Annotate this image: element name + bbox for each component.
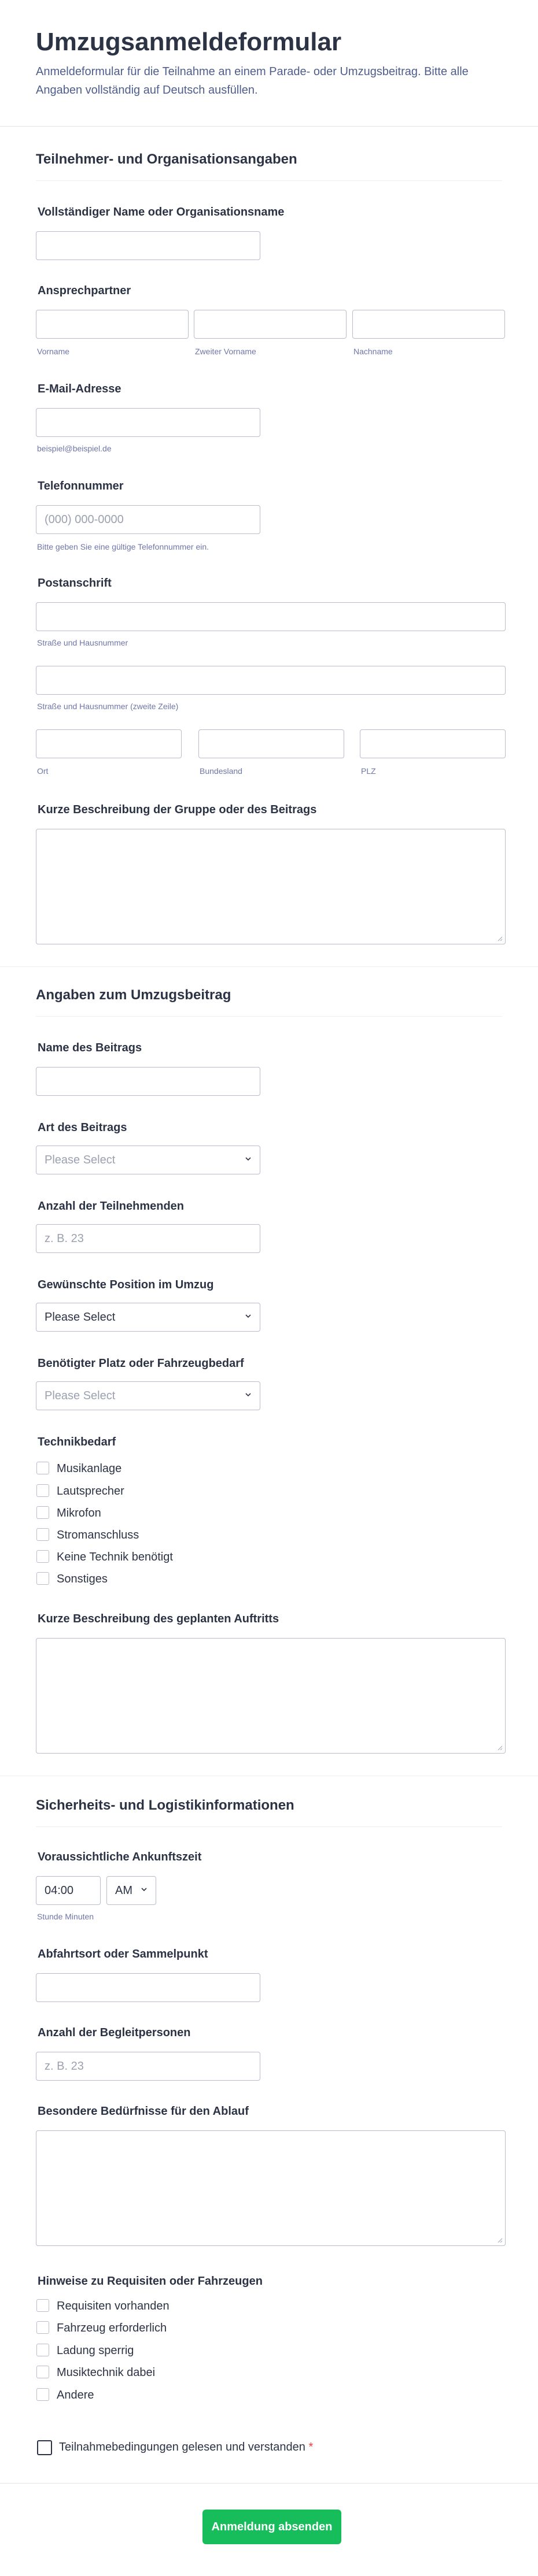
tech-label: Technikbedarf xyxy=(38,1436,116,1448)
tech-checkbox[interactable] xyxy=(36,1484,49,1497)
terms-checkbox[interactable] xyxy=(37,2440,52,2455)
full-name-label: Vollständiger Name oder Organisationsname xyxy=(38,206,285,218)
props-option-label: Musiktechnik dabei xyxy=(57,2366,156,2379)
header-divider xyxy=(0,126,538,127)
resize-grip-icon[interactable] xyxy=(497,936,503,942)
participants-input[interactable] xyxy=(36,1224,260,1253)
props-option-label: Ladung sperrig xyxy=(57,2344,134,2357)
section-participant-title: Teilnehmer- und Organisationsangaben xyxy=(36,151,297,167)
full-name-input[interactable] xyxy=(36,231,260,260)
email-label: E-Mail-Adresse xyxy=(38,383,121,395)
street-line2-input[interactable] xyxy=(36,666,506,695)
zip-input[interactable] xyxy=(360,729,506,758)
space-label: Benötigter Platz oder Fahrzeugbedarf xyxy=(38,1357,244,1370)
arrival-ampm-value: AM xyxy=(115,1884,132,1897)
section-divider xyxy=(36,1826,502,1827)
zip-sublabel: PLZ xyxy=(361,766,376,776)
performance-label: Kurze Beschreibung des geplanten Auftritts xyxy=(38,1613,279,1625)
section-logistics-title: Sicherheits- und Logistikinformationen xyxy=(36,1797,294,1813)
companions-input[interactable] xyxy=(36,2052,260,2081)
position-select[interactable] xyxy=(36,1303,260,1332)
section-divider xyxy=(36,180,502,181)
arrival-time-value: 04:00 xyxy=(45,1884,74,1897)
contact-middle-sublabel: Zweiter Vorname xyxy=(195,347,256,356)
state-sublabel: Bundesland xyxy=(200,766,242,776)
email-hint: beispiel@beispiel.de xyxy=(37,444,112,453)
section-divider xyxy=(0,966,538,967)
performance-textarea[interactable] xyxy=(36,1638,506,1754)
tech-option-label: Musikanlage xyxy=(57,1462,122,1475)
props-checkbox[interactable] xyxy=(36,2321,49,2334)
address-label: Postanschrift xyxy=(38,577,112,590)
contact-last-name-input[interactable] xyxy=(352,310,505,339)
contact-first-name-input[interactable] xyxy=(36,310,189,339)
page-title: Umzugsanmeldeformular xyxy=(36,28,342,56)
space-select[interactable] xyxy=(36,1381,260,1410)
tech-checkbox[interactable] xyxy=(36,1528,49,1541)
email-input[interactable] xyxy=(36,408,260,437)
chevron-down-icon xyxy=(245,1155,252,1162)
props-checkbox[interactable] xyxy=(36,2344,49,2356)
special-needs-textarea[interactable] xyxy=(36,2130,506,2246)
resize-grip-icon[interactable] xyxy=(497,1745,503,1751)
entry-type-label: Art des Beitrags xyxy=(38,1121,127,1134)
props-label: Hinweise zu Requisiten oder Fahrzeugen xyxy=(38,2275,263,2288)
tech-checkbox[interactable] xyxy=(36,1550,49,1563)
street-line2-sublabel: Straße und Hausnummer (zweite Zeile) xyxy=(37,702,179,711)
arrival-ampm-select[interactable] xyxy=(106,1876,156,1905)
entry-name-input[interactable] xyxy=(36,1067,260,1096)
terms-label-text: Teilnahmebedingungen gelesen und verstanden xyxy=(59,2441,305,2453)
tech-checkbox[interactable] xyxy=(36,1462,49,1474)
contact-label: Ansprechpartner xyxy=(38,284,131,297)
section-entry-title: Angaben zum Umzugsbeitrag xyxy=(36,987,231,1003)
space-value: Please Select xyxy=(45,1389,116,1402)
departure-input[interactable] xyxy=(36,1973,260,2002)
group-description-textarea[interactable] xyxy=(36,829,506,944)
tech-option-label: Mikrofon xyxy=(57,1507,101,1519)
tech-checkbox[interactable] xyxy=(36,1506,49,1519)
contact-first-sublabel: Vorname xyxy=(37,347,70,356)
tech-option-label: Lautsprecher xyxy=(57,1485,124,1498)
entry-name-label: Name des Beitrags xyxy=(38,1041,142,1054)
chevron-down-icon xyxy=(141,1886,148,1893)
required-asterisk: * xyxy=(308,2441,314,2453)
tech-option-label: Sonstiges xyxy=(57,1573,108,1585)
companions-placeholder: z. B. 23 xyxy=(45,2060,84,2073)
position-label: Gewünschte Position im Umzug xyxy=(38,1278,214,1291)
resize-grip-icon[interactable] xyxy=(497,2237,503,2243)
group-description-label: Kurze Beschreibung der Gruppe oder des Beitrags xyxy=(38,803,317,816)
phone-input[interactable] xyxy=(36,505,260,534)
props-option-label: Fahrzeug erforderlich xyxy=(57,2322,167,2334)
arrival-label: Voraussichtliche Ankunftszeit xyxy=(38,1851,202,1863)
phone-label: Telefonnummer xyxy=(38,480,124,492)
props-checkbox[interactable] xyxy=(36,2366,49,2378)
contact-middle-name-input[interactable] xyxy=(194,310,347,339)
companions-label: Anzahl der Begleitpersonen xyxy=(38,2026,191,2039)
street-line1-input[interactable] xyxy=(36,602,506,631)
street-line1-sublabel: Straße und Hausnummer xyxy=(37,638,128,647)
phone-hint: Bitte geben Sie eine gültige Telefonnummer ein. xyxy=(37,542,209,551)
participants-placeholder: z. B. 23 xyxy=(45,1232,84,1245)
entry-type-select[interactable] xyxy=(36,1146,260,1174)
departure-label: Abfahrtsort oder Sammelpunkt xyxy=(38,1948,208,1960)
props-checkbox[interactable] xyxy=(36,2299,49,2312)
participants-label: Anzahl der Teilnehmenden xyxy=(38,1200,184,1213)
position-value: Please Select xyxy=(45,1311,116,1324)
footer-divider xyxy=(0,2483,538,2484)
tech-option-label: Stromanschluss xyxy=(57,1529,139,1541)
terms-label xyxy=(59,2441,313,2454)
props-option-label: Requisiten vorhanden xyxy=(57,2300,169,2312)
page-subtitle: Anmeldeformular für die Teilnahme an einem Parade- oder Umzugsbeitrag. Bitte alle Angaben vollständig auf Deutsch ausfüllen. xyxy=(36,65,469,97)
entry-type-value: Please Select xyxy=(45,1154,116,1166)
props-option-label: Andere xyxy=(57,2389,94,2401)
chevron-down-icon xyxy=(245,1313,252,1319)
state-input[interactable] xyxy=(198,729,344,758)
tech-option-label: Keine Technik benötigt xyxy=(57,1551,173,1563)
section-divider xyxy=(36,1016,502,1017)
phone-placeholder: (000) 000-0000 xyxy=(45,513,124,526)
submit-button[interactable]: Anmeldung absenden xyxy=(202,2510,341,2544)
chevron-down-icon xyxy=(245,1391,252,1398)
contact-last-sublabel: Nachname xyxy=(353,347,393,356)
props-checkbox[interactable] xyxy=(36,2388,49,2401)
arrival-time-input[interactable] xyxy=(36,1876,101,1905)
special-needs-label: Besondere Bedürfnisse für den Ablauf xyxy=(38,2105,249,2118)
city-input[interactable] xyxy=(36,729,182,758)
tech-checkbox[interactable] xyxy=(36,1572,49,1585)
arrival-hint: Stunde Minuten xyxy=(37,1912,94,1921)
city-sublabel: Ort xyxy=(37,766,49,776)
